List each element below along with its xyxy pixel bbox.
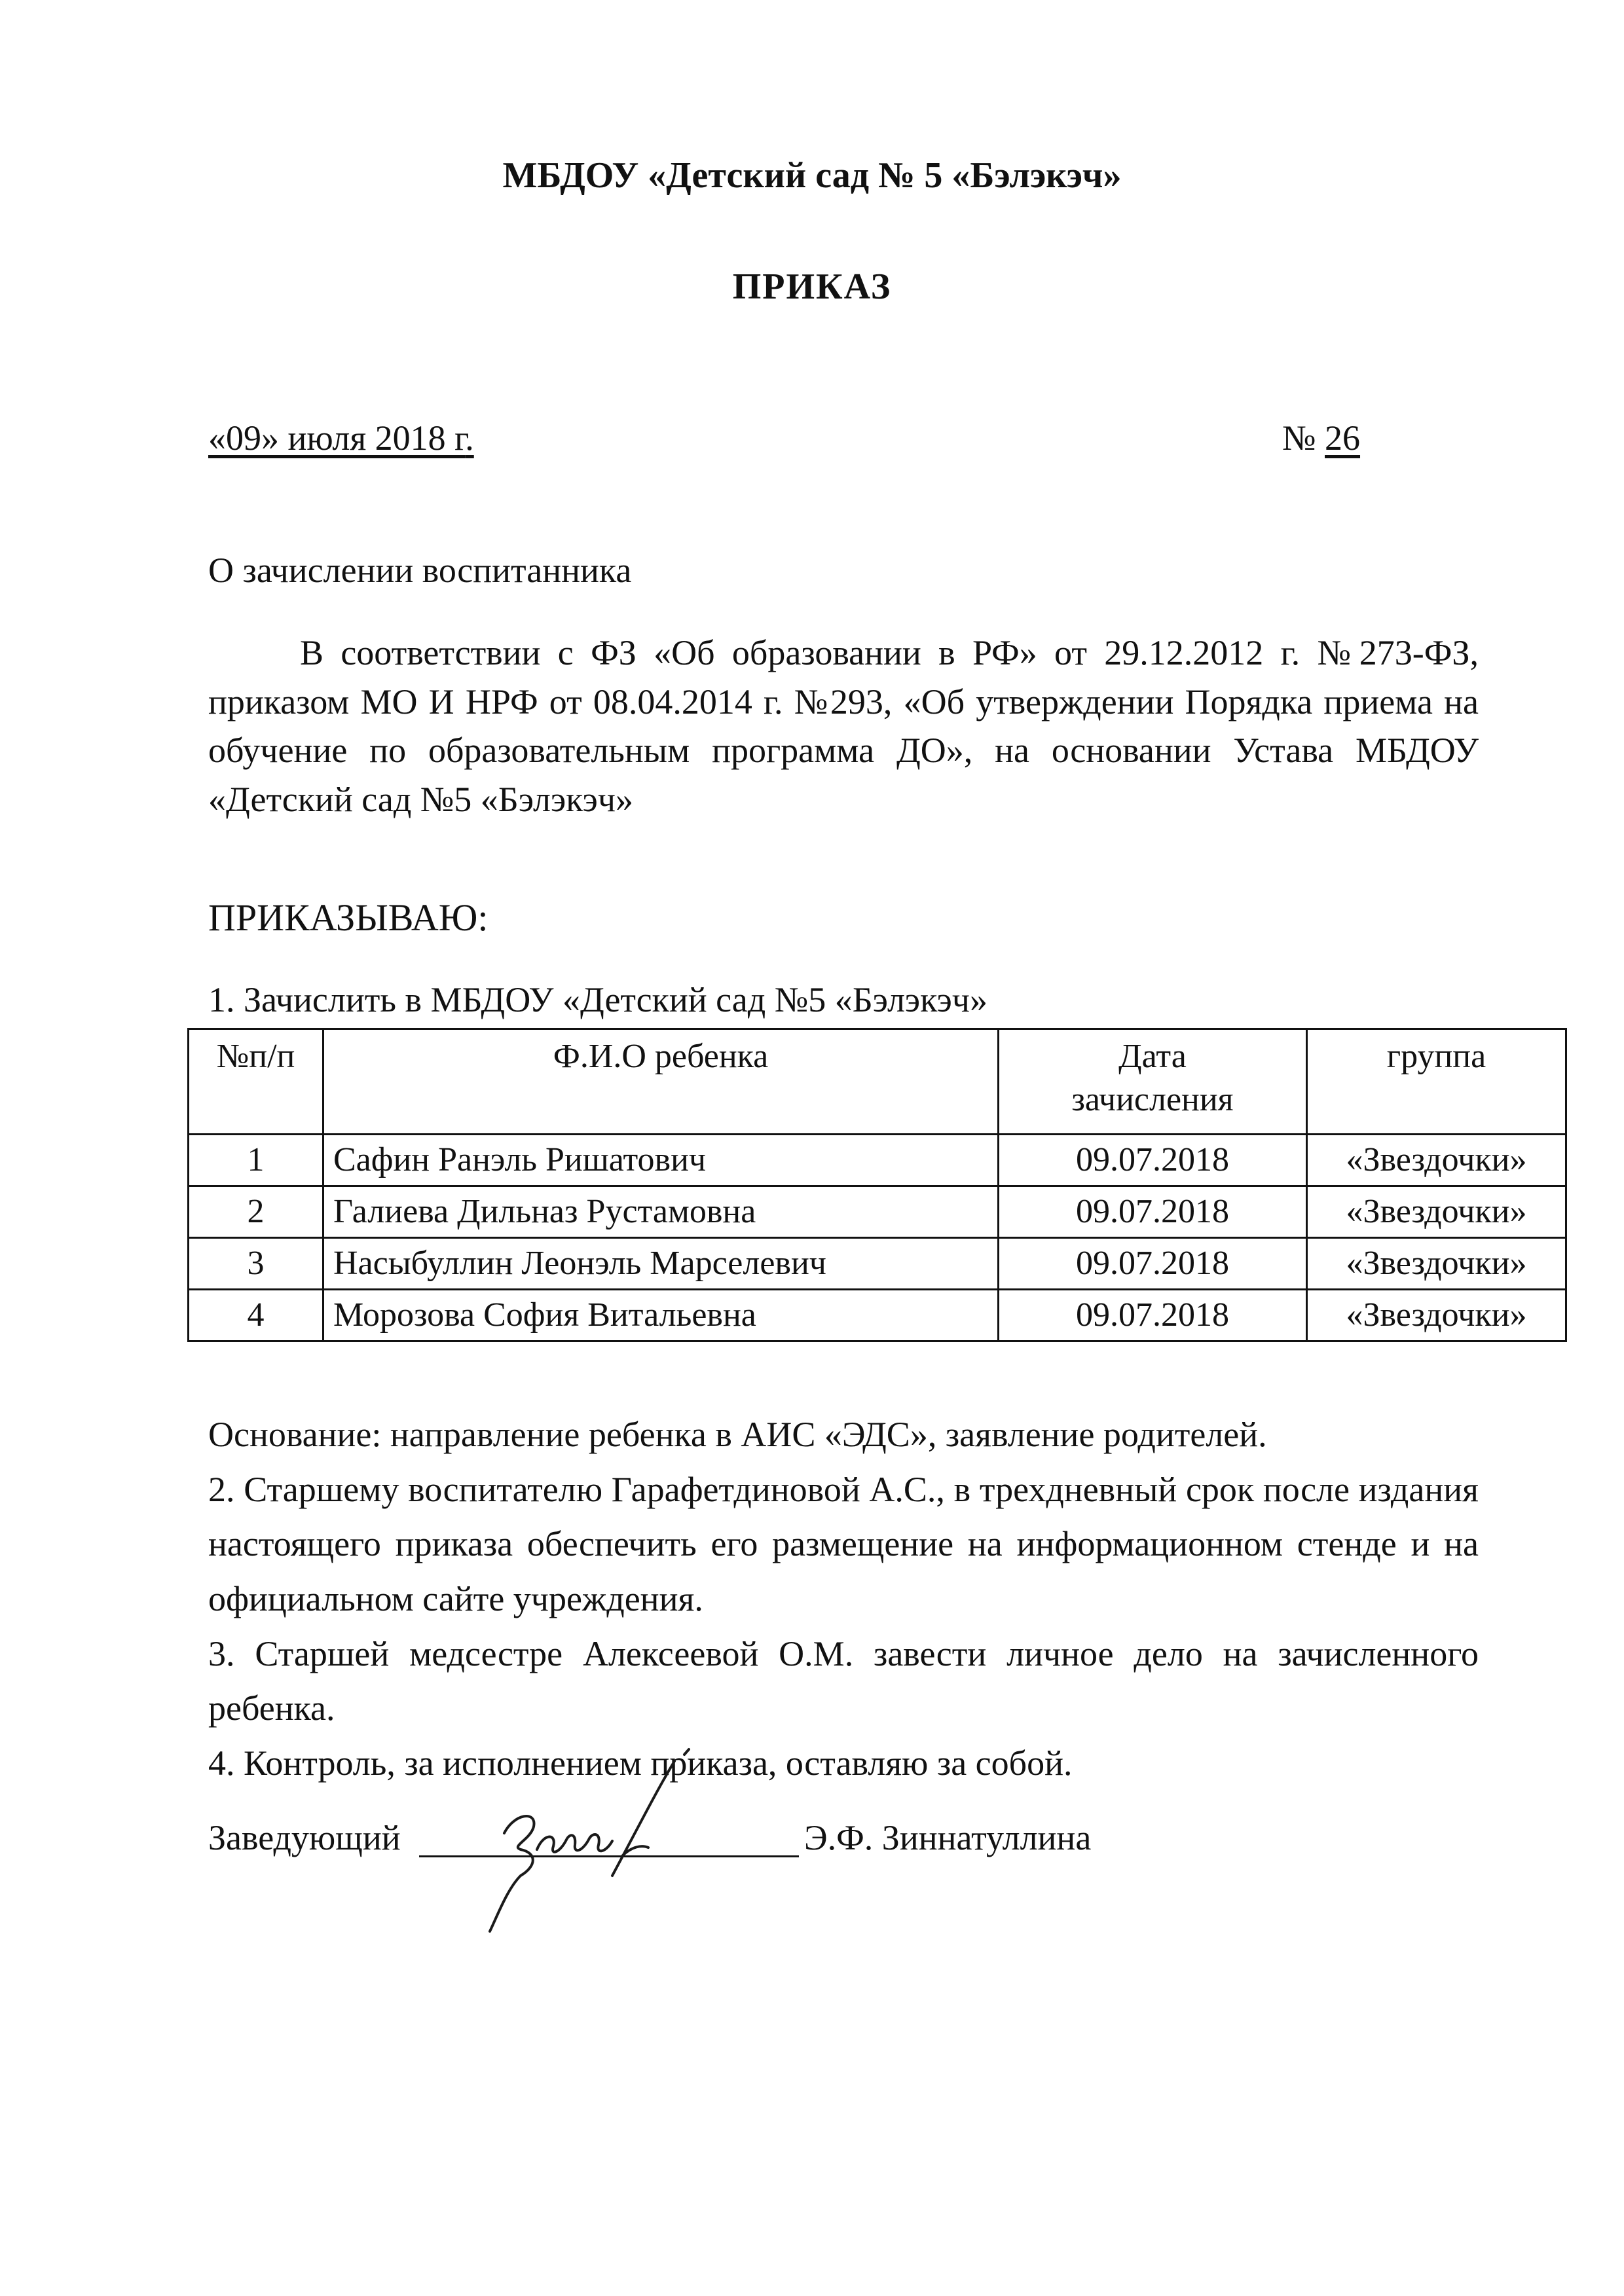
order-number-prefix: № bbox=[1282, 418, 1316, 458]
header-date bbox=[999, 1029, 1307, 1135]
cell-num: 1 bbox=[189, 1135, 323, 1186]
order-number-value: 26 bbox=[1325, 418, 1361, 458]
cell-date: 09.07.2018 bbox=[999, 1238, 1307, 1290]
preamble bbox=[208, 629, 1479, 824]
cell-num: 3 bbox=[189, 1238, 323, 1290]
header-name: Ф.И.О ребенка bbox=[323, 1029, 999, 1135]
order-date-text: «09» июля 2018 г bbox=[208, 418, 466, 458]
basis-text: Основание: направление ребенка в АИС «ЭДС», заявление родителей. bbox=[208, 1415, 1267, 1454]
cell-date: 09.07.2018 bbox=[999, 1186, 1307, 1238]
cell-num: 2 bbox=[189, 1186, 323, 1238]
order-word: ПРИКАЗЫВАЮ: bbox=[208, 896, 489, 939]
document-title: ПРИКАЗ bbox=[732, 266, 892, 307]
cell-num: 4 bbox=[189, 1290, 323, 1341]
header-num: №п/п bbox=[189, 1029, 323, 1135]
cell-name: Морозова София Витальевна bbox=[323, 1290, 999, 1341]
cell-group: «Звездочки» bbox=[1307, 1135, 1566, 1186]
header-group: группа bbox=[1307, 1029, 1566, 1135]
header-date-line1: Дата bbox=[1118, 1038, 1187, 1075]
order-date: «09» июля 2018 г. bbox=[208, 418, 474, 458]
header-date-line2: зачисления bbox=[1071, 1081, 1234, 1118]
cell-group: «Звездочки» bbox=[1307, 1238, 1566, 1290]
cell-group: «Звездочки» bbox=[1307, 1290, 1566, 1341]
order-number bbox=[1282, 412, 1360, 464]
table-row bbox=[189, 1186, 1566, 1238]
order-subject: О зачислении воспитанника bbox=[208, 551, 632, 590]
cell-group: «Звездочки» bbox=[1307, 1186, 1566, 1238]
table-row bbox=[189, 1135, 1566, 1186]
organization-name: МБДОУ «Детский сад № 5 «Бэлэкэч» bbox=[502, 155, 1122, 196]
handwritten-signature bbox=[458, 1735, 733, 1944]
item-1: 1. Зачислить в МБДОУ «Детский сад №5 «Бэлэкэч» bbox=[208, 980, 987, 1019]
cell-date: 09.07.2018 bbox=[999, 1135, 1307, 1186]
table-row bbox=[189, 1290, 1566, 1341]
cell-name: Насыбуллин Леонэль Марселевич bbox=[323, 1238, 999, 1290]
item-3: 3. Старшей медсестре Алексеевой О.М. завести личное дело на зачисленного ребенка. bbox=[208, 1633, 1479, 1728]
table-row bbox=[189, 1238, 1566, 1290]
cell-name: Галиева Дильназ Рустамовна bbox=[323, 1186, 999, 1238]
table-header-row bbox=[189, 1029, 1566, 1135]
preamble-text: В соответствии с ФЗ «Об образовании в РФ» от 29.12.2012 г. №273-ФЗ, приказом МО И НРФ от 08.04.2014 г. №293, «Об утверждении Порядка приема на обучение по образовательным программа ДО», на основании Устава МБДОУ «Детский сад №5 «Бэлэкэч» bbox=[208, 633, 1479, 819]
signatory-role: Заведующий bbox=[208, 1818, 401, 1857]
signature-row bbox=[208, 1812, 1387, 1865]
enrollment-table bbox=[187, 1028, 1567, 1342]
signatory-name: Э.Ф. Зиннатуллина bbox=[804, 1818, 1092, 1857]
item-4: 4. Контроль, за исполнением приказа, оставляю за собой. bbox=[208, 1743, 1073, 1783]
cell-name: Сафин Ранэль Ришатович bbox=[323, 1135, 999, 1186]
order-body bbox=[208, 1408, 1479, 1791]
item-2: 2. Старшему воспитателю Гарафетдиновой А.С., в трехдневный срок после издания настоящего приказа обеспечить его размещение на информационном стенде и на официальном сайте учреждения. bbox=[208, 1469, 1479, 1619]
cell-date: 09.07.2018 bbox=[999, 1290, 1307, 1341]
